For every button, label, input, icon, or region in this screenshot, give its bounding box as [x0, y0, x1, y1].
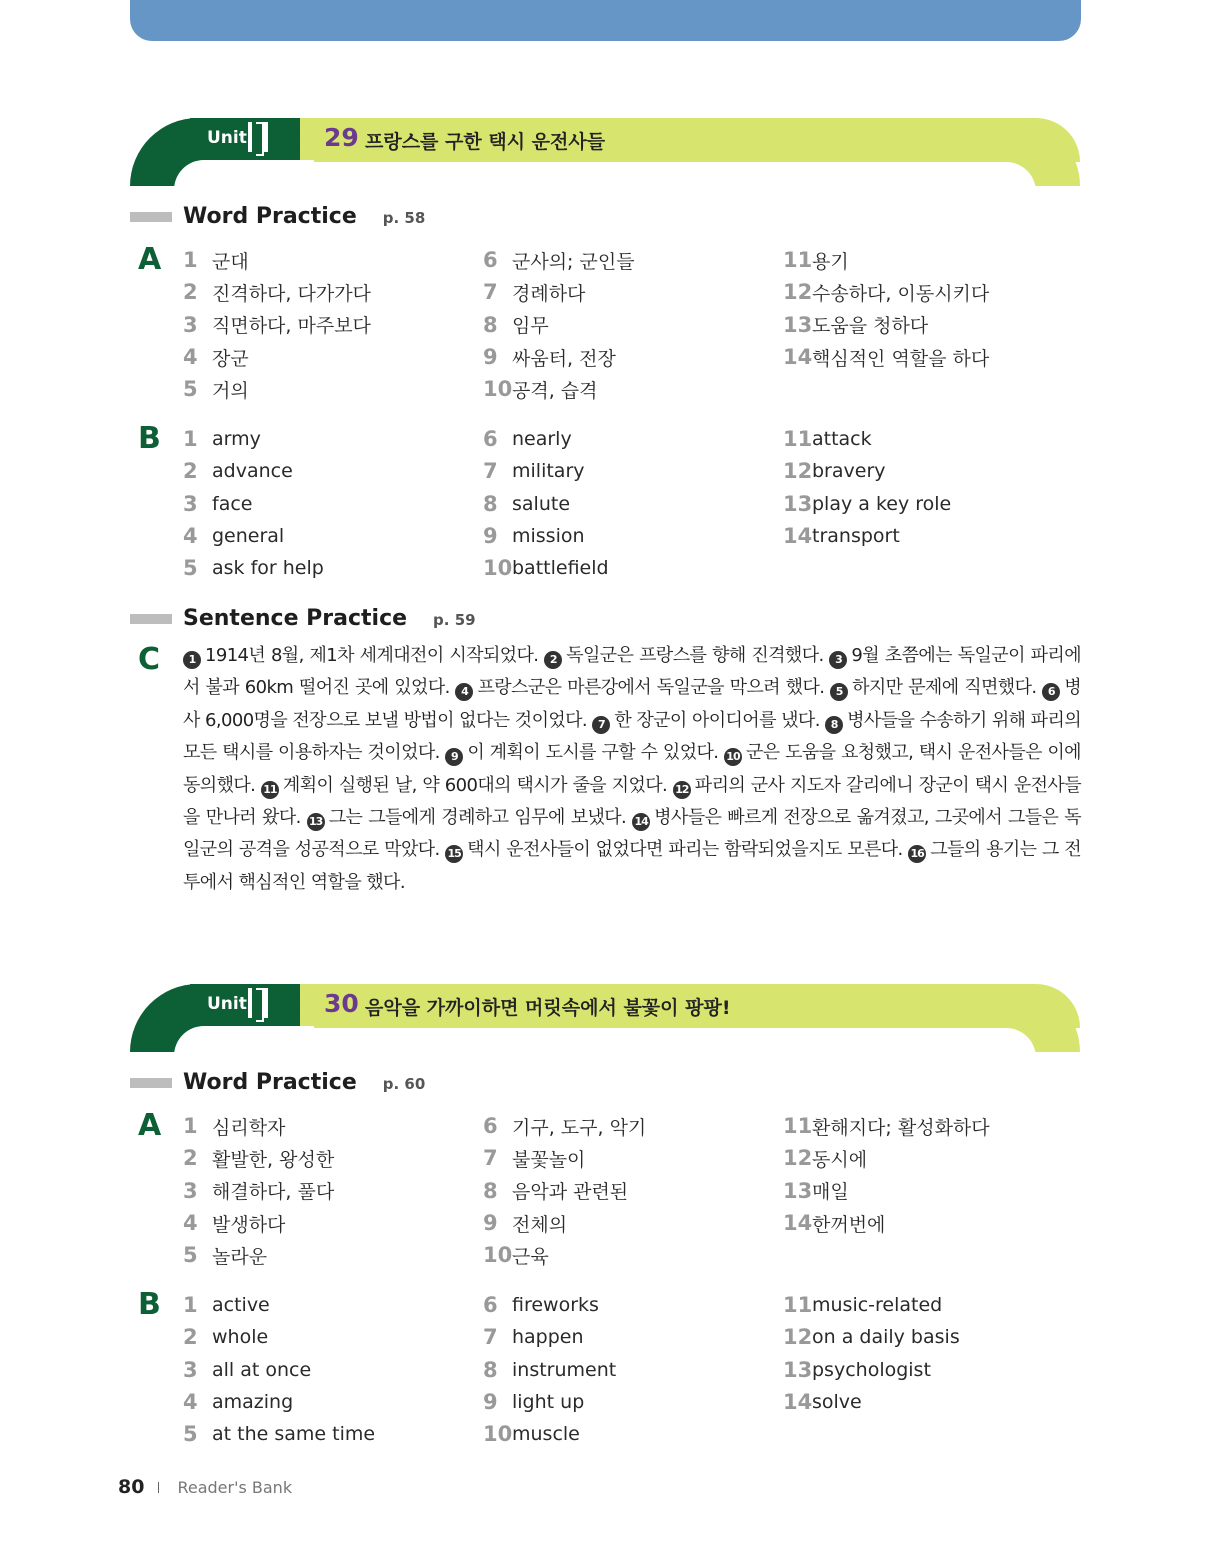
sentence-text: 1914년 8월, 제1차 세계대전이 시작되었다.	[205, 645, 539, 666]
word-item	[783, 341, 989, 373]
sentence-number-marker: 5	[830, 683, 848, 701]
heading-bar	[130, 614, 172, 624]
sentence-text: 그들의 용기는 그 전투에서 핵심적인 역할을 했다.	[183, 839, 1081, 893]
sentence-paragraph	[183, 640, 1081, 899]
item-number: 14	[783, 1211, 813, 1236]
item-text: 매일	[812, 1181, 849, 1204]
word-item	[183, 455, 324, 487]
header-shape-limecut	[896, 1028, 1036, 1058]
word-item	[183, 1418, 375, 1450]
item-text: 임무	[512, 315, 549, 338]
item-number: 10	[483, 556, 513, 581]
word-item	[183, 1321, 375, 1353]
word-item	[483, 1239, 646, 1271]
item-text: 용기	[812, 250, 849, 273]
word-item	[783, 1386, 960, 1418]
item-number: 2	[183, 280, 198, 305]
item-number: 5	[183, 377, 198, 402]
word-item	[183, 1386, 375, 1418]
item-text: mission	[512, 525, 585, 548]
item-text: 전체의	[512, 1213, 568, 1236]
exercise-letter-b: B	[138, 1287, 161, 1322]
word-item	[783, 1142, 990, 1174]
item-text: military	[512, 460, 585, 483]
word-item	[783, 455, 951, 487]
word-item	[483, 341, 635, 373]
item-text: 한꺼번에	[812, 1213, 886, 1236]
word-item	[483, 1386, 616, 1418]
word-item	[783, 1321, 960, 1353]
item-text: face	[212, 492, 253, 515]
item-number: 7	[483, 1146, 498, 1171]
item-text: music-related	[812, 1294, 943, 1317]
unit-header	[130, 118, 1080, 188]
header-shape-limecut	[896, 162, 1036, 192]
item-text: psychologist	[812, 1358, 931, 1381]
item-text: light up	[512, 1391, 585, 1414]
item-number: 3	[183, 491, 198, 516]
word-column	[183, 423, 324, 584]
item-text: general	[212, 525, 285, 548]
word-item	[183, 373, 371, 405]
item-number: 8	[483, 1178, 498, 1203]
word-item	[483, 1321, 616, 1353]
item-number: 6	[483, 248, 498, 273]
word-item	[783, 1289, 960, 1321]
item-number: 12	[783, 459, 813, 484]
sentence-text: 이 계획이 도시를 구할 수 있었다.	[467, 742, 719, 764]
item-number: 9	[483, 1390, 498, 1415]
word-column	[183, 1289, 375, 1450]
word-column	[783, 1110, 990, 1239]
item-number: 10	[483, 1422, 513, 1447]
lesson-number: 30	[324, 989, 359, 1018]
item-text: 진격하다, 다가가다	[212, 282, 371, 305]
word-item	[183, 520, 324, 552]
item-number: 13	[783, 312, 813, 337]
sentence-number-marker: 12	[673, 781, 691, 799]
item-number: 1	[183, 1114, 198, 1139]
item-number: 13	[783, 491, 813, 516]
item-number: 9	[483, 345, 498, 370]
item-number: 3	[183, 312, 198, 337]
item-number: 14	[783, 345, 813, 370]
item-number: 1	[183, 248, 198, 273]
item-number: 4	[183, 345, 198, 370]
sentence-number-marker: 6	[1042, 683, 1060, 701]
item-text: 발생하다	[212, 1213, 286, 1236]
item-text: 놀라운	[212, 1245, 268, 1268]
item-text: active	[212, 1294, 270, 1317]
sentence-text: 하지만 문제에 직면했다.	[852, 677, 1037, 699]
word-item	[183, 1239, 334, 1271]
item-text: advance	[212, 460, 293, 483]
item-text: 환해지다; 활성화하다	[812, 1116, 990, 1139]
sentence-number-marker: 16	[908, 845, 926, 863]
sentence-number-marker: 3	[829, 651, 847, 669]
item-text: 장군	[212, 347, 249, 370]
item-text: muscle	[512, 1423, 580, 1446]
item-text: whole	[212, 1326, 269, 1349]
lesson-title: 프랑스를 구한 택시 운전사들	[365, 131, 606, 153]
sentence-text: 계획이 실행된 날, 약 600대의 택시가 줄을 지었다.	[282, 774, 668, 796]
item-number: 11	[783, 427, 813, 452]
section-title: Word Practice	[183, 204, 357, 229]
item-number: 8	[483, 1357, 498, 1382]
item-number: 4	[183, 524, 198, 549]
word-item	[783, 520, 951, 552]
unit-header	[130, 984, 1080, 1054]
sentence-text: 병사들을 수송하기 위해 파리의 모든 택시를 이용하자는 것이었다.	[183, 709, 1082, 764]
sentence-number-marker: 14	[632, 813, 650, 831]
sentence-number-marker: 9	[445, 748, 463, 766]
section-title: Word Practice	[183, 1070, 357, 1095]
item-number: 3	[183, 1178, 198, 1203]
item-text: nearly	[512, 428, 572, 451]
word-item	[483, 373, 635, 405]
header-shape-greencut	[174, 1026, 314, 1056]
section-heading-word-practice	[130, 204, 425, 229]
word-item	[483, 1207, 646, 1239]
section-heading-word-practice	[130, 1070, 425, 1095]
item-number: 3	[183, 1357, 198, 1382]
word-item	[483, 1110, 646, 1142]
sentence-number-marker: 4	[455, 683, 473, 701]
word-item	[483, 552, 609, 584]
unit-number-badge	[248, 988, 268, 1018]
header-shape-greencut	[174, 160, 314, 190]
item-text: 심리학자	[212, 1116, 286, 1139]
word-item	[783, 1207, 990, 1239]
sentence-number-marker: 7	[592, 716, 610, 734]
item-text: 공격, 습격	[512, 379, 598, 402]
word-column	[483, 423, 609, 584]
item-text: salute	[512, 492, 571, 515]
sentence-text: 독일군은 프랑스를 향해 진격했다.	[566, 645, 824, 666]
item-number: 5	[183, 1243, 198, 1268]
word-item	[783, 276, 989, 308]
word-item	[783, 423, 951, 455]
item-number: 5	[183, 556, 198, 581]
sentence-text: 택시 운전사들이 없었다면 파리는 함락되었을지도 모른다.	[467, 839, 903, 861]
item-text: on a daily basis	[812, 1326, 960, 1349]
sentence-text: 한 장군이 아이디어를 냈다.	[614, 709, 820, 731]
divider	[158, 1482, 159, 1493]
item-number: 2	[183, 1146, 198, 1171]
word-item	[483, 1289, 616, 1321]
sentence-text: 프랑스군은 마른강에서 독일군을 막으려 했다.	[477, 677, 825, 699]
item-text: 군사의; 군인들	[512, 250, 635, 273]
word-item	[183, 488, 324, 520]
word-item	[183, 1207, 334, 1239]
page-reference: p. 60	[382, 1075, 426, 1093]
item-number: 12	[783, 1146, 813, 1171]
sentence-text: 파리의 군사 지도자 갈리에니 장군이 택시 운전사들을 만나러 왔다.	[183, 774, 1082, 829]
word-item	[183, 1142, 334, 1174]
item-text: 기구, 도구, 악기	[512, 1116, 647, 1139]
word-item	[783, 1175, 990, 1207]
word-item	[483, 1142, 646, 1174]
word-item	[183, 1354, 375, 1386]
word-item	[483, 455, 609, 487]
item-text: battlefield	[512, 557, 609, 580]
word-item	[783, 1110, 990, 1142]
exercise-letter-a: A	[138, 242, 162, 277]
section-title: Sentence Practice	[183, 606, 408, 631]
item-number: 11	[783, 248, 813, 273]
word-item	[483, 1418, 616, 1450]
book-title: Reader's Bank	[177, 1477, 293, 1497]
item-text: 근육	[512, 1245, 549, 1268]
item-number: 13	[783, 1178, 813, 1203]
item-text: 음악과 관련된	[512, 1181, 629, 1204]
lesson-number: 29	[324, 123, 359, 152]
sentence-text: 군은 도움을 요청했고, 택시 운전사들은 이에 동의했다.	[183, 742, 1081, 796]
item-number: 2	[183, 459, 198, 484]
page-footer	[118, 1476, 292, 1498]
word-item	[183, 423, 324, 455]
word-item	[183, 1175, 334, 1207]
page-reference: p. 58	[382, 209, 426, 227]
word-item	[483, 309, 635, 341]
item-text: happen	[512, 1326, 584, 1349]
sentence-number-marker: 15	[445, 845, 463, 863]
item-text: 직면하다, 마주보다	[212, 315, 371, 338]
unit-label: Unit	[207, 994, 247, 1014]
word-item	[483, 423, 609, 455]
heading-bar	[130, 212, 172, 222]
word-item	[483, 520, 609, 552]
item-number: 11	[783, 1293, 813, 1318]
sentence-text: 병사 6,000명을 전장으로 보낼 방법이 없다는 것이었다.	[183, 677, 1081, 731]
sentence-number-marker: 8	[825, 716, 843, 734]
item-text: 해결하다, 풀다	[212, 1181, 335, 1204]
page-reference: p. 59	[433, 611, 476, 629]
item-number: 10	[483, 1243, 513, 1268]
page-number: 80	[118, 1476, 145, 1498]
sentence-number-marker: 2	[544, 651, 562, 669]
word-column	[783, 423, 951, 552]
word-item	[483, 1354, 616, 1386]
item-number: 6	[483, 1293, 498, 1318]
lesson-title: 음악을 가까이하면 머릿속에서 불꽃이 팡팡!	[365, 997, 731, 1019]
word-item	[183, 341, 371, 373]
word-item	[183, 309, 371, 341]
item-number: 7	[483, 280, 498, 305]
word-item	[783, 1354, 960, 1386]
item-text: 핵심적인 역할을 하다	[812, 347, 990, 370]
word-item	[183, 276, 371, 308]
item-text: instrument	[512, 1358, 617, 1381]
word-column	[483, 1110, 646, 1271]
sentence-number-marker: 1	[183, 651, 201, 669]
item-number: 6	[483, 427, 498, 452]
item-number: 5	[183, 1422, 198, 1447]
word-column	[483, 1289, 616, 1450]
sentence-text: 병사들은 빠르게 전장으로 옮겨졌고, 그곳에서 그들은 독일군의 공격을 성공적으로 막았다.	[183, 807, 1082, 861]
item-text: ask for help	[212, 557, 324, 580]
word-item	[783, 244, 989, 276]
word-item	[183, 552, 324, 584]
item-number: 10	[483, 377, 513, 402]
item-text: 동시에	[812, 1148, 868, 1171]
item-number: 9	[483, 524, 498, 549]
unit-number-badge	[248, 122, 268, 152]
item-number: 7	[483, 459, 498, 484]
word-column	[783, 244, 989, 373]
item-number: 1	[183, 427, 198, 452]
sentence-number-marker: 11	[261, 781, 279, 799]
item-text: transport	[812, 525, 900, 548]
word-item	[183, 244, 371, 276]
item-number: 9	[483, 1211, 498, 1236]
item-number: 1	[183, 1293, 198, 1318]
item-number: 6	[483, 1114, 498, 1139]
word-column	[183, 244, 371, 405]
item-number: 8	[483, 491, 498, 516]
exercise-letter-a: A	[138, 1108, 162, 1143]
word-column	[183, 1110, 334, 1271]
item-text: amazing	[212, 1391, 294, 1414]
item-text: attack	[812, 428, 872, 451]
item-text: 활발한, 왕성한	[212, 1148, 335, 1171]
item-text: play a key role	[812, 492, 952, 515]
item-text: 불꽃놀이	[512, 1148, 586, 1171]
heading-bar	[130, 1078, 172, 1088]
item-text: bravery	[812, 460, 886, 483]
word-column	[783, 1289, 960, 1418]
word-item	[783, 488, 951, 520]
section-heading-sentence-practice	[130, 606, 476, 631]
item-number: 8	[483, 312, 498, 337]
word-item	[483, 244, 635, 276]
word-item	[483, 488, 609, 520]
word-item	[483, 276, 635, 308]
item-text: 수송하다, 이동시키다	[812, 282, 990, 305]
item-number: 4	[183, 1211, 198, 1236]
sentence-text: 그는 그들에게 경례하고 임무에 보냈다.	[328, 807, 627, 829]
sentence-number-marker: 10	[724, 748, 742, 766]
item-number: 2	[183, 1325, 198, 1350]
item-text: 거의	[212, 379, 249, 402]
item-number: 13	[783, 1357, 813, 1382]
top-banner	[130, 0, 1081, 41]
exercise-letter-b: B	[138, 421, 161, 456]
word-column	[483, 244, 635, 405]
item-text: 도움을 청하다	[812, 315, 929, 338]
word-item	[783, 309, 989, 341]
item-text: at the same time	[212, 1423, 376, 1446]
item-text: fireworks	[512, 1294, 599, 1317]
exercise-letter-c: C	[138, 642, 161, 677]
word-item	[183, 1110, 334, 1142]
item-text: all at once	[212, 1358, 312, 1381]
word-item	[483, 1175, 646, 1207]
item-number: 4	[183, 1390, 198, 1415]
sentence-number-marker: 13	[307, 813, 325, 831]
item-number: 14	[783, 524, 813, 549]
item-number: 12	[783, 280, 813, 305]
word-item	[183, 1289, 375, 1321]
item-text: army	[212, 428, 261, 451]
item-text: solve	[812, 1391, 862, 1414]
item-number: 14	[783, 1390, 813, 1415]
sentence-text: 9월 초쯤에는 독일군이 파리에서 불과 60km 떨어진 곳에 있었다.	[183, 645, 1081, 699]
item-text: 싸움터, 전장	[512, 347, 616, 370]
item-text: 경례하다	[512, 282, 586, 305]
item-number: 11	[783, 1114, 813, 1139]
item-number: 7	[483, 1325, 498, 1350]
unit-label: Unit	[207, 128, 247, 148]
item-text: 군대	[212, 250, 249, 273]
item-number: 12	[783, 1325, 813, 1350]
